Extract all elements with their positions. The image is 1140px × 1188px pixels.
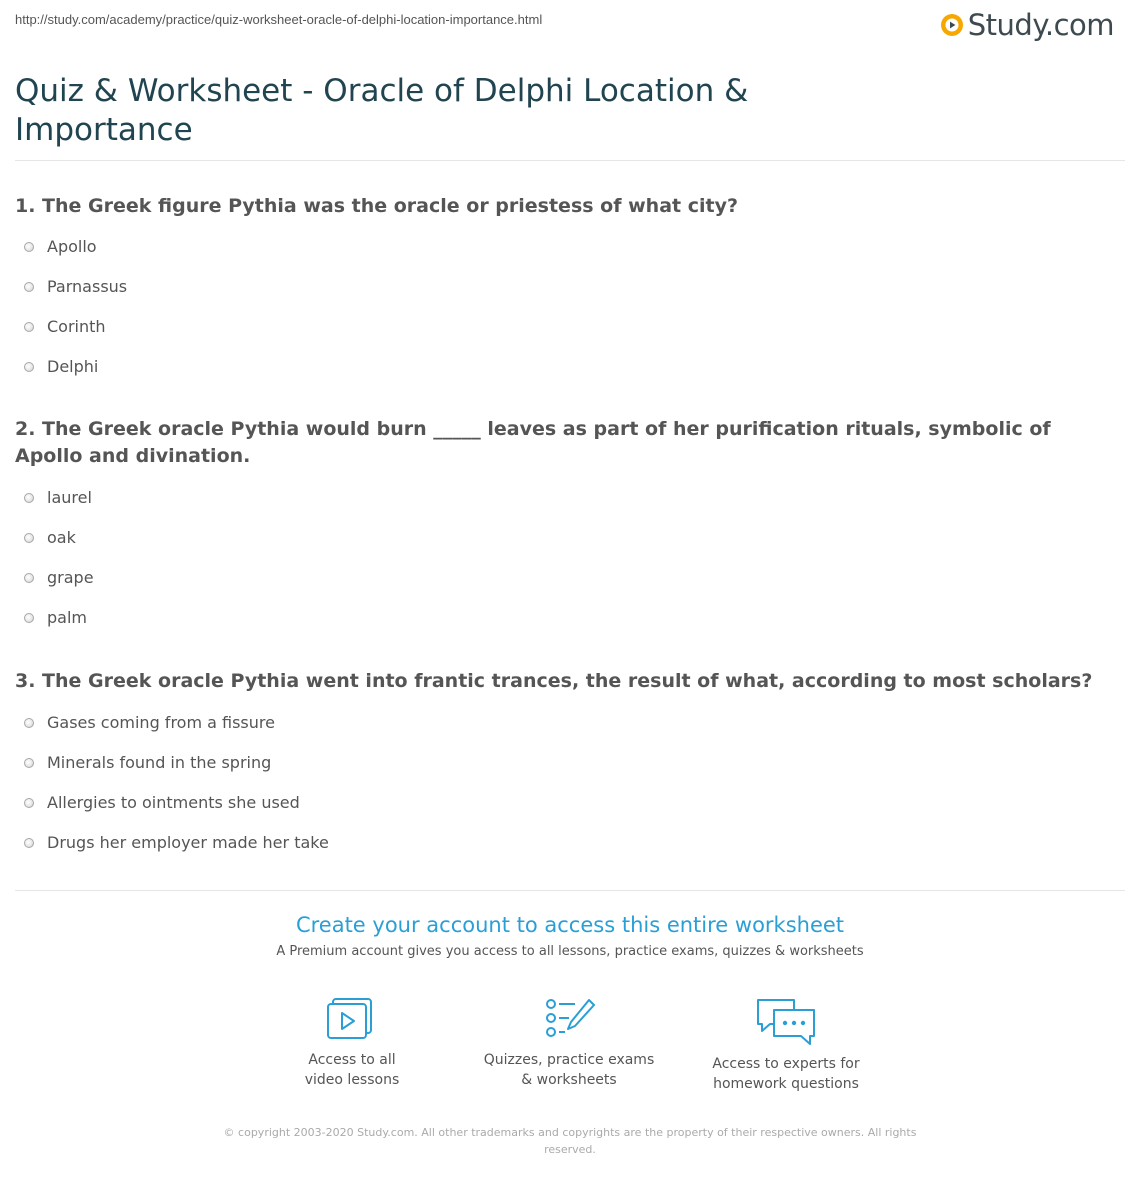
- quiz-checklist-icon: [541, 996, 597, 1044]
- play-circle-icon: [940, 13, 964, 37]
- radio-button[interactable]: [24, 282, 34, 292]
- answer-label: laurel: [47, 488, 92, 507]
- radio-button[interactable]: [24, 533, 34, 543]
- logo-text: Study.com: [967, 8, 1114, 42]
- title-divider: [15, 160, 1125, 161]
- feature-label: [469, 1050, 669, 1090]
- answer-label: Gases coming from a fissure: [47, 713, 275, 732]
- question-text: 2. The Greek oracle Pythia would burn _____ leaves as part of her purification rituals, symbolic of Apollo and divination.: [15, 418, 1051, 467]
- feature-label: [252, 1050, 452, 1090]
- answer-list: [15, 227, 1115, 387]
- radio-button[interactable]: [24, 362, 34, 372]
- page-title: Quiz & Worksheet - Oracle of Delphi Location & Importance: [15, 73, 749, 148]
- feature-line: & worksheets: [521, 1072, 617, 1088]
- video-lessons-icon: [324, 996, 380, 1044]
- answer-label: oak: [47, 528, 76, 547]
- answer-label: palm: [47, 608, 87, 627]
- answer-option[interactable]: [15, 823, 1115, 863]
- feature-label: [686, 1054, 886, 1094]
- radio-button[interactable]: [24, 493, 34, 503]
- answer-option[interactable]: [15, 478, 1115, 518]
- question-1: [15, 193, 1115, 387]
- radio-button[interactable]: [24, 798, 34, 808]
- answer-option[interactable]: [15, 347, 1115, 387]
- feature-quizzes: [469, 996, 669, 1090]
- answer-label: grape: [47, 568, 94, 587]
- radio-button[interactable]: [24, 838, 34, 848]
- promo-subtitle: A Premium account gives you access to all lessons, practice exams, quizzes & worksheets: [276, 944, 864, 959]
- answer-option[interactable]: [15, 267, 1115, 307]
- question-3: [15, 668, 1115, 863]
- radio-button[interactable]: [24, 573, 34, 583]
- create-account-link[interactable]: Create your account to access this entire worksheet: [295, 913, 845, 937]
- answer-option[interactable]: [15, 703, 1115, 743]
- answer-label: Apollo: [47, 237, 97, 256]
- answer-label: Minerals found in the spring: [47, 753, 272, 772]
- copyright-text: © copyright 2003-2020 Study.com. All other trademarks and copyrights are the property of their respective owners. All rights reserved.: [223, 1126, 917, 1156]
- radio-button[interactable]: [24, 242, 34, 252]
- answer-list: [15, 703, 1115, 863]
- answer-option[interactable]: [15, 598, 1115, 638]
- feature-video-lessons: [252, 996, 452, 1090]
- answer-list: [15, 478, 1115, 638]
- chat-bubbles-icon: [754, 996, 818, 1048]
- study-logo[interactable]: [940, 8, 1114, 42]
- answer-option[interactable]: [15, 558, 1115, 598]
- feature-line: Quizzes, practice exams: [483, 1052, 655, 1068]
- question-text: 3. The Greek oracle Pythia went into frantic trances, the result of what, according to most scholars?: [15, 670, 1093, 692]
- feature-line: Access to experts for: [712, 1056, 860, 1072]
- answer-label: Parnassus: [47, 277, 128, 296]
- answer-label: Delphi: [47, 357, 99, 376]
- answer-label: Allergies to ointments she used: [47, 793, 300, 812]
- radio-button[interactable]: [24, 322, 34, 332]
- feature-line: Access to all: [308, 1052, 396, 1068]
- answer-label: Corinth: [47, 317, 106, 336]
- page-url: http://study.com/academy/practice/quiz-worksheet-oracle-of-delphi-location-importance.html: [15, 12, 543, 27]
- answer-option[interactable]: [15, 518, 1115, 558]
- feature-line: video lessons: [304, 1072, 400, 1088]
- feature-experts: [686, 996, 886, 1094]
- answer-option[interactable]: [15, 783, 1115, 823]
- answer-option[interactable]: [15, 743, 1115, 783]
- answer-option[interactable]: [15, 227, 1115, 267]
- feature-line: homework questions: [713, 1076, 859, 1092]
- answer-label: Drugs her employer made her take: [47, 833, 329, 852]
- question-text: 1. The Greek figure Pythia was the oracle or priestess of what city?: [15, 195, 738, 217]
- answer-option[interactable]: [15, 307, 1115, 347]
- radio-button[interactable]: [24, 718, 34, 728]
- question-2: [15, 416, 1115, 638]
- radio-button[interactable]: [24, 613, 34, 623]
- questions-divider: [15, 890, 1125, 891]
- radio-button[interactable]: [24, 758, 34, 768]
